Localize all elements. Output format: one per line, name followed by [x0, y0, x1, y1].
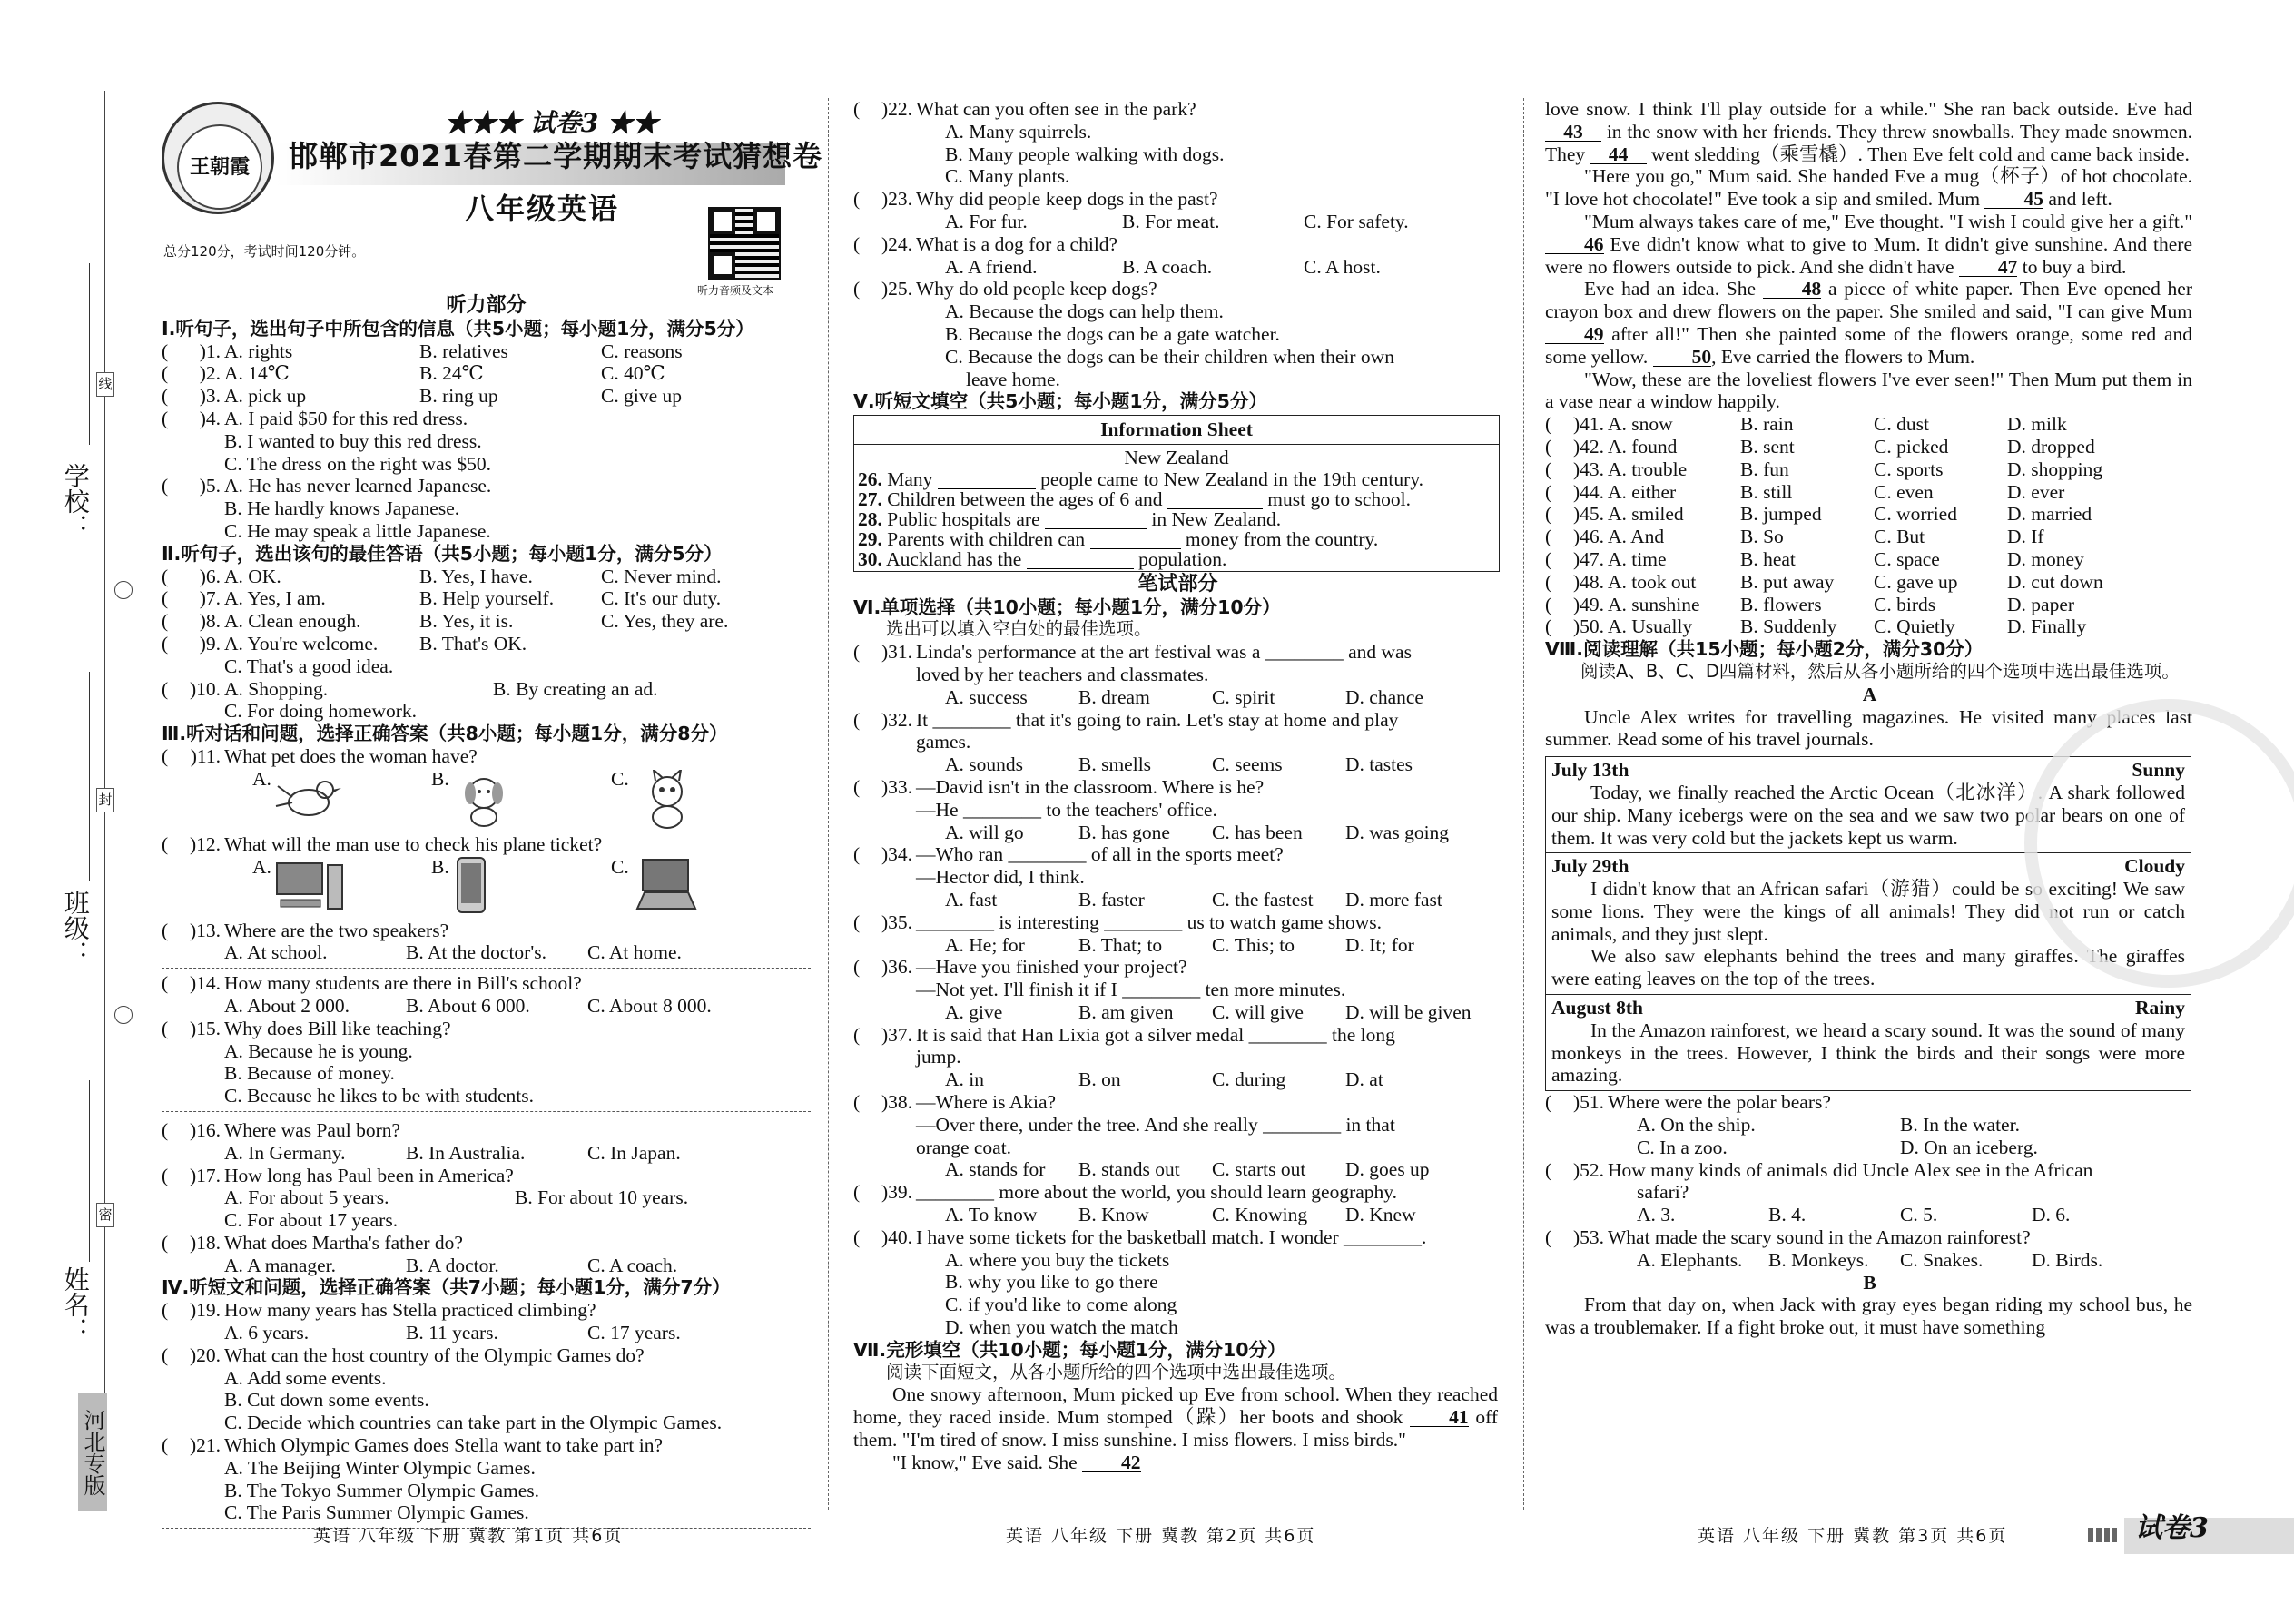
- question-continuation: games.: [916, 731, 971, 753]
- writing-title: 笔试部分: [1137, 572, 1218, 595]
- q24-options: A. A friend. B. A coach. C. A host.: [945, 255, 1381, 278]
- section-6-list: [853, 641, 1502, 1226]
- cloze-option-row-45: ( )45. A. smiled B. jumped C. worried D. married: [1545, 503, 2092, 526]
- question-6: ( )6. A. OK. B. Yes, I have. C. Never mind.: [162, 565, 722, 587]
- q19-options: A. 6 years. B. 11 years. C. 17 years.: [224, 1322, 681, 1344]
- q38-options: A. stands for B. stands out C. starts out D. goes up: [945, 1158, 1430, 1181]
- option-line: B. I wanted to buy this red dress.: [224, 429, 482, 452]
- section-6-instructions: 选出可以填入空白处的最佳选项。: [886, 618, 1152, 640]
- journal-entry-august-8: August 8th Rainy In the Amazon rainforest, we heard a scary sound. It was the sound of many monkeys in the trees. However, I think the birds and their songs were more amazing.: [1551, 997, 2185, 1087]
- question-5: ( )5. A. He has never learned Japanese.: [162, 475, 492, 497]
- dog-icon: [452, 770, 516, 830]
- q14-options: A. About 2 000. B. About 6 000. C. About 8 000.: [224, 994, 712, 1017]
- q11-pictures: A. B. C.: [162, 768, 811, 833]
- question-2: ( )2. A. 14℃ B. 24℃ C. 40℃: [162, 362, 665, 385]
- binding-hole-icon: [114, 1006, 133, 1024]
- option-line: C. if you'd like to come along: [945, 1294, 1177, 1316]
- q51-options: A. On the ship. B. In the water.: [1637, 1114, 2020, 1137]
- question-continuation: —Hector did, I think.: [916, 866, 1085, 889]
- cloze-option-row-47: ( )47. A. time B. heat C. space D. money: [1545, 547, 2084, 570]
- q53-options: A. Elephants. B. Monkeys. C. Snakes. D. Birds.: [1637, 1248, 2103, 1271]
- q18-options: A. A manager. B. A doctor. C. A coach.: [224, 1254, 678, 1276]
- cloze-option-row-42: ( )42. A. found B. sent C. picked D. dropped: [1545, 435, 2095, 458]
- option-line: B. Many people walking with dogs.: [945, 143, 1225, 165]
- question-51: ( )51. Where were the polar bears?: [1545, 1091, 1831, 1114]
- travel-journal-box: [1545, 756, 2191, 1091]
- cloze-paragraph-1: One snowy afternoon, Mum picked up Eve from school. When they reached home, they raced inside. Mum stomped（跺）her boots and shook 41 off them. "I'm tired of snow. I miss sunshine. I miss flowers. I miss birds.": [853, 1383, 1498, 1452]
- question-18: ( )18. What does Martha's father do?: [162, 1231, 463, 1254]
- cloze-blank-50[interactable]: 50: [1653, 348, 1712, 367]
- section-8-header: Ⅷ.阅读理解（共15小题；每小题2分，满分30分）: [1545, 638, 1984, 661]
- region-badge: 河北专版: [78, 1393, 107, 1511]
- q33-options: A. will go B. has gone C. has been D. was going: [945, 821, 1450, 843]
- option-line: B. why you like to go there: [945, 1271, 1158, 1294]
- class-field[interactable]: [89, 672, 90, 881]
- option-line: A. where you buy the tickets: [945, 1248, 1170, 1271]
- question-8: ( )8. A. Clean enough. B. Yes, it is. C. Yes, they are.: [162, 610, 729, 633]
- journal-entry-july-13: July 13th Sunny Today, we finally reached the Arctic Ocean（北冰洋）. A shark followed our ship. Many icebergs were on the sea and we saw two polar bears on one of them. It was very cold but the jackets kept us warm.: [1546, 757, 2191, 853]
- column-divider: [828, 98, 829, 1510]
- question-25: ( )25. Why do old people keep dogs?: [853, 278, 1157, 300]
- question-37: ( )37. It is said that Han Lixia got a silver medal ________ the long: [853, 1023, 1395, 1046]
- star-icon: ★★: [607, 108, 659, 138]
- question-continuation: —He ________ to the teachers' office.: [916, 798, 1217, 821]
- passage-b-text: From that day on, when Jack with gray eyes began riding my school bus, he was a troublemaker. If a fight broke out, it must have something: [1545, 1294, 2192, 1339]
- cloze-blank-48[interactable]: 48: [1763, 280, 1822, 299]
- option-line: C. For about 17 years.: [224, 1209, 399, 1232]
- option-line: A. Many squirrels.: [945, 120, 1092, 143]
- q16-options: A. In Germany. B. In Australia. C. In Japan.: [224, 1141, 681, 1164]
- page-subtitle: 八年级英语: [465, 192, 620, 226]
- question-13: ( )13. Where are the two speakers?: [162, 919, 449, 941]
- option-line: B. Because of money.: [224, 1062, 395, 1085]
- laptop-icon: [635, 858, 699, 914]
- q52-options: A. 3. B. 4. C. 5. D. 6.: [1637, 1204, 2071, 1226]
- section-2-header: Ⅱ.听句子，选出该句的最佳答语（共5小题；每小题1分，满分5分）: [162, 542, 723, 565]
- answer-blank-30[interactable]: [1027, 550, 1134, 569]
- seal-feng-mark: 封: [96, 788, 114, 812]
- cloze-paragraph-4: "Mum always takes care of me," Eve thought. "I wish I could give her a gift." 46 Eve didn't know what to give to Mum. It didn't give sunshine. And there were no flowers outside to pick. And she didn't have 47 to buy a bird.: [1545, 210, 2192, 278]
- option-line: B. Because the dogs can be a gate watcher.: [945, 322, 1280, 345]
- answer-blank-27[interactable]: [1167, 490, 1263, 509]
- option-line: C. The Paris Summer Olympic Games.: [224, 1501, 529, 1524]
- info-sheet-subtitle: New Zealand: [1124, 446, 1229, 468]
- option-line: C. That's a good idea.: [224, 655, 394, 677]
- question-39: ( )39. ________ more about the world, you should learn geography.: [853, 1181, 1398, 1204]
- question-9: ( )9. A. You're welcome. B. That's OK.: [162, 632, 527, 655]
- question-continuation: —Not yet. I'll finish it if I ________ ten more minutes.: [916, 979, 1346, 1001]
- column-1: [162, 295, 811, 1532]
- section-6-header: Ⅵ.单项选择（共10小题；每小题1分，满分10分）: [853, 595, 1281, 618]
- info-row-26: 26. Many people came to New Zealand in the 19th century.: [858, 468, 1424, 490]
- option-line: C. Many plants.: [945, 165, 1070, 188]
- answer-blank-28[interactable]: [1045, 510, 1147, 529]
- q32-options: A. sounds B. smells C. seems D. tastes: [945, 753, 1413, 776]
- cloze-option-row-44: ( )44. A. either B. still C. even D. ever: [1545, 480, 2065, 503]
- option-line: A. Because the dogs can help them.: [945, 300, 1224, 323]
- question-14: ( )14. How many students are there in Bill's school?: [162, 972, 582, 995]
- option-line: C. He may speak a little Japanese.: [224, 519, 491, 542]
- option-line: B. The Tokyo Summer Olympic Games.: [224, 1479, 540, 1501]
- q36-options: A. give B. am given C. will give D. will be given: [945, 1000, 1472, 1023]
- section-2: [162, 566, 811, 723]
- q34-options: A. fast B. faster C. the fastest D. more fast: [945, 888, 1442, 910]
- q17-options: A. For about 5 years. B. For about 10 years.: [224, 1186, 689, 1209]
- option-line: A. Add some events.: [224, 1366, 387, 1389]
- q39-options: A. To know B. Know C. Knowing D. Knew: [945, 1204, 1416, 1226]
- page-footer-1: 英语 八年级 下册 冀教 第1页 共6页: [313, 1526, 624, 1546]
- cloze-blank-45[interactable]: 45: [1984, 190, 2043, 209]
- question-52: ( )52. How many kinds of animals did Uncle Alex see in the African: [1545, 1158, 2093, 1181]
- cat-icon: [635, 770, 699, 830]
- question-continuation: orange coat.: [916, 1136, 1012, 1158]
- cloze-option-row-43: ( )43. A. trouble B. fun C. sports D. shopping: [1545, 458, 2103, 480]
- q13-options: A. At school. B. At the doctor's. C. At home.: [224, 941, 682, 964]
- info-sheet-title: Information Sheet: [854, 416, 1499, 445]
- cloze-blank-43[interactable]: 43: [1545, 123, 1601, 142]
- section-3-header: Ⅲ.听对话和问题，选择正确答案（共8小题；每小题1分，满分8分）: [162, 723, 728, 745]
- cloze-blank-46[interactable]: 46: [1545, 235, 1604, 254]
- section-7-header: Ⅶ.完形填空（共10小题；每小题1分，满分10分）: [853, 1338, 1286, 1361]
- question-38: ( )38. —Where is Akia?: [853, 1091, 1057, 1114]
- desktop-computer-icon: [275, 858, 348, 914]
- cloze-options: [1545, 413, 2194, 638]
- question-10: ( )10. A. Shopping. B. By creating an ad.: [162, 677, 658, 700]
- question-34: ( )34. —Who ran ________ of all in the sports meet?: [853, 843, 1284, 866]
- question-4: ( )4. A. I paid $50 for this red dress.: [162, 407, 468, 429]
- qr-caption: 听力音频及文本: [697, 284, 774, 297]
- section-3: [162, 745, 811, 1277]
- q23-options: A. For fur. B. For meat. C. For safety.: [945, 210, 1409, 232]
- passage-a-intro: Uncle Alex writes for travelling magazines. He visited many places last summer. Read some of his travel journals.: [1545, 705, 2192, 751]
- cloze-option-row-41: ( )41. A. snow B. rain C. dust D. milk: [1545, 413, 2067, 436]
- question-19: ( )19. How many years has Stella practiced climbing?: [162, 1299, 596, 1322]
- question-continuation: —Over there, under the tree. And she really ________ in that: [916, 1113, 1395, 1136]
- question-23: ( )23. Why did people keep dogs in the past?: [853, 188, 1218, 211]
- info-sheet-table: [853, 415, 1500, 572]
- school-field[interactable]: [89, 263, 90, 445]
- school-label: 学校：: [60, 463, 91, 539]
- question-20: ( )20. What can the host country of the Olympic Games do?: [162, 1343, 645, 1366]
- passage-a-label: A: [1862, 683, 1877, 705]
- question-11: ( )11. What pet does the woman have?: [162, 744, 478, 767]
- cloze-paragraph-2-start: "I know," Eve said. She 42: [892, 1451, 1141, 1473]
- question-15: ( )15. Why does Bill like teaching?: [162, 1017, 451, 1039]
- answer-blank-26[interactable]: [938, 470, 1036, 489]
- question-continuation: loved by her teachers and classmates.: [916, 663, 1209, 685]
- cloze-paragraph-6: "Wow, these are the loveliest flowers I've ever seen!" Then Mum put them in a vase near a window happily.: [1545, 368, 2192, 413]
- divider: [162, 968, 811, 969]
- corner-label: 试卷3: [2135, 1512, 2209, 1544]
- option-line: C. Because he likes to be with students.: [224, 1085, 534, 1107]
- question-32: ( )32. It ________ that it's going to rain. Let's stay at home and play: [853, 708, 1399, 731]
- question-31: ( )31. Linda's performance at the art festival was a ________ and was: [853, 641, 1412, 664]
- exam-info: 总分120分，考试时间120分钟。: [163, 243, 366, 260]
- listening-title: 听力部分: [446, 294, 527, 317]
- info-row-28: 28. Public hospitals are in New Zealand.: [858, 507, 1282, 530]
- paper-label: ★★★ 试卷3 ★★: [445, 108, 659, 138]
- question-33: ( )33. —David isn't in the classroom. Where is he?: [853, 775, 1265, 798]
- section-7-instructions: 阅读下面短文，从各小题所给的四个选项中选出最佳选项。: [886, 1361, 1347, 1383]
- cloze-option-row-48: ( )48. A. took out B. put away C. gave up D. cut down: [1545, 570, 2103, 593]
- q51-options-2: C. In a zoo. D. On an iceberg.: [1637, 1136, 2038, 1158]
- option-line: A. Because he is young.: [224, 1039, 413, 1062]
- info-row-30: 30. Auckland has the population.: [858, 547, 1227, 570]
- question-continuation: jump.: [916, 1046, 961, 1068]
- answer-blank-29[interactable]: [1090, 530, 1181, 549]
- q12-pictures: A. B. C.: [162, 856, 811, 920]
- seal-line-mark: 线: [96, 372, 114, 397]
- option-line: leave home.: [966, 368, 1060, 390]
- cloze-option-row-46: ( )46. A. And B. So C. But D. If: [1545, 526, 2044, 548]
- passage-b-label: B: [1863, 1271, 1876, 1294]
- question-3: ( )3. A. pick up B. ring up C. give up: [162, 385, 682, 408]
- seal-mi-mark: 密: [96, 1203, 114, 1227]
- option-line: C. The dress on the right was $50.: [224, 452, 491, 475]
- cloze-paragraph-3: "Here you go," Mum said. She handed Eve a mug（杯子）of hot chocolate. "I love hot chocolate!" Eve took a sip and smiled. Mum 45 and left.: [1545, 165, 2192, 211]
- section-1-header: Ⅰ.听句子，选出句子中所包含的信息（共5小题；每小题1分，满分5分）: [162, 317, 754, 340]
- page-footer-2: 英语 八年级 下册 冀教 第2页 共6页: [1006, 1526, 1316, 1546]
- qr-code[interactable]: [708, 207, 781, 280]
- q37-options: A. in B. on C. during D. at: [945, 1068, 1383, 1091]
- info-row-29: 29. Parents with children can money from the country.: [858, 527, 1379, 550]
- question-53: ( )53. What made the scary sound in the Amazon rainforest?: [1545, 1226, 2031, 1249]
- cloze-option-row-50: ( )50. A. Usually B. Suddenly C. Quietly D. Finally: [1545, 615, 2087, 638]
- cloze-blank-42[interactable]: 42: [1082, 1453, 1141, 1472]
- bird-icon: [272, 770, 345, 828]
- journal-entry-july-29: July 29th Cloudy I didn't know that an African safari（游猎）could be so exciting! We saw some lions. They were the kings of all animals! They did not run or catch animals, and they just slept. We also saw elephants behind the trees and many giraffes. The giraffes were eating leaves on the top of the trees.: [1546, 853, 2191, 995]
- info-row-27: 27. Children between the ages of 6 and must go to school.: [858, 487, 1411, 510]
- option-line: A. The Beijing Winter Olympic Games.: [224, 1456, 536, 1479]
- option-line: C. Because the dogs can be their children when their own: [945, 345, 1394, 368]
- question-1: ( )1. A. rights B. relatives C. reasons: [162, 340, 683, 362]
- cloze-blank-47[interactable]: 47: [1959, 258, 2018, 277]
- cloze-blank-44[interactable]: 44: [1590, 145, 1647, 164]
- footer-ornament: [2088, 1528, 2117, 1542]
- cloze-option-row-49: ( )49. A. sunshine B. flowers C. birds D. paper: [1545, 593, 2075, 615]
- name-field[interactable]: [89, 1080, 90, 1262]
- page-footer-3: 英语 八年级 下册 冀教 第3页 共6页: [1698, 1526, 2008, 1546]
- question-24: ( )24. What is a dog for a child?: [853, 232, 1118, 255]
- column-3: [1545, 98, 2194, 1339]
- q35-options: A. He; for B. That; to C. This; to D. It; for: [945, 933, 1414, 956]
- option-line: D. when you watch the match: [945, 1316, 1178, 1339]
- section-4: [162, 1299, 811, 1529]
- logo: [162, 102, 274, 214]
- option-line: C. Decide which countries can take part in the Olympic Games.: [224, 1412, 723, 1434]
- cloze-paragraph-5: Eve had an idea. She 48 a piece of white paper. Then Eve opened her crayon box and drew flowers on the paper. She smiled and said, "I can give Mum 49 after all!" Then she painted some of the flowers orange, some red and some yellow. 50, Eve carried the flowers to Mum.: [1545, 278, 2193, 368]
- cloze-blank-49[interactable]: 49: [1545, 325, 1604, 344]
- column-divider: [1523, 98, 1524, 1510]
- section-5-header: Ⅴ.听短文填空（共5小题；每小题1分，满分5分）: [853, 390, 1267, 413]
- page-title: 邯郸市2021春第二学期期末考试猜想卷: [289, 139, 823, 173]
- question-7: ( )7. A. Yes, I am. B. Help yourself. C. It's our duty.: [162, 587, 722, 610]
- question-continuation: safari?: [1637, 1181, 1689, 1204]
- question-40: ( )40. I have some tickets for the basketball match. I wonder ________.: [853, 1225, 1427, 1248]
- divider: [162, 1111, 811, 1112]
- question-22: ( )22. What can you often see in the park?: [853, 98, 1196, 120]
- option-line: B. He hardly knows Japanese.: [224, 497, 460, 520]
- q31-options: A. success B. dream C. spirit D. chance: [945, 685, 1423, 708]
- binding-hole-icon: [114, 581, 133, 599]
- question-36: ( )36. —Have you finished your project?: [853, 956, 1187, 979]
- question-35: ( )35. ________ is interesting ________ us to watch game shows.: [853, 910, 1382, 933]
- section-8-instructions: 阅读A、B、C、D四篇材料，然后从各小题所给的四个选项中选出最佳选项。: [1580, 660, 2180, 682]
- cloze-blank-41[interactable]: 41: [1410, 1408, 1469, 1427]
- class-label: 班级：: [60, 890, 91, 966]
- star-icon: ★★★: [445, 108, 522, 138]
- name-label: 姓名：: [60, 1266, 91, 1343]
- cloze-paragraph-2-continued: love snow. I think I'll play outside for a while." She ran back outside. Eve had 43 in the snow with her friends. They threw snowballs. They made snowmen. They 44 went sledding（乘雪橇）. Then Eve felt cold and came back inside.: [1545, 98, 2193, 165]
- question-16: ( )16. Where was Paul born?: [162, 1118, 401, 1141]
- question-21: ( )21. Which Olympic Games does Stella want to take part in?: [162, 1434, 664, 1457]
- logo-text: 王朝霞: [177, 124, 262, 210]
- option-line: C. For doing homework.: [224, 700, 418, 723]
- section-4-header: Ⅳ.听短文和问题，选择正确答案（共7小题；每小题1分，满分7分）: [162, 1276, 731, 1299]
- section-1: [162, 340, 811, 543]
- question-17: ( )17. How long has Paul been in America?: [162, 1164, 514, 1186]
- smartphone-icon: [452, 856, 492, 916]
- column-2: [853, 98, 1502, 1474]
- option-line: B. Cut down some events.: [224, 1389, 429, 1412]
- question-12: ( )12. What will the man use to check his plane ticket?: [162, 832, 603, 855]
